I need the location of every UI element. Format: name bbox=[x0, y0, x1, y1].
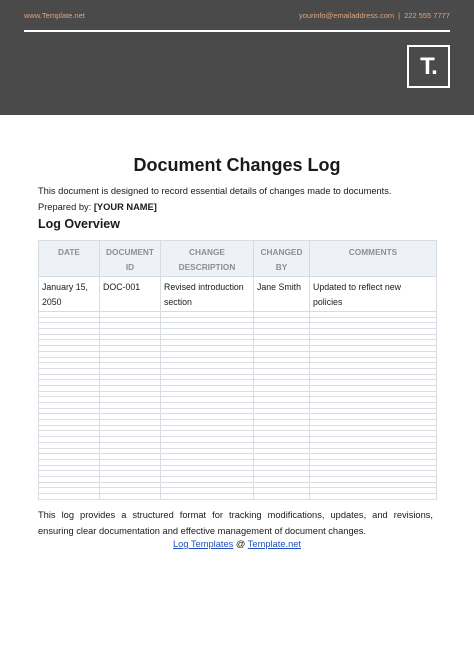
empty-cell[interactable] bbox=[100, 494, 161, 500]
change-log-table bbox=[38, 240, 437, 500]
column-header-date: DATE bbox=[39, 241, 100, 277]
empty-cell[interactable] bbox=[254, 494, 310, 500]
footer-credit bbox=[0, 539, 474, 549]
cell-date: January 15, 2050 bbox=[39, 277, 100, 312]
page-header bbox=[0, 0, 474, 115]
prepared-by-label: Prepared by: bbox=[38, 202, 92, 212]
cell-document-id: DOC-001 bbox=[100, 277, 161, 312]
column-header-document-id: DOCUMENT ID bbox=[100, 241, 161, 277]
empty-cell[interactable] bbox=[39, 494, 100, 500]
document-title: Document Changes Log bbox=[133, 155, 341, 175]
cell-comments: Updated to reflect new policies bbox=[310, 277, 437, 312]
template-net-link[interactable]: Template.net bbox=[247, 539, 301, 549]
column-header-changed-by: CHANGED BY bbox=[254, 241, 310, 277]
cell-changed-by: Jane Smith bbox=[254, 277, 310, 312]
header-separator: | bbox=[398, 11, 401, 20]
column-header-comments: COMMENTS bbox=[310, 241, 437, 277]
column-header-change-description: CHANGE DESCRIPTION bbox=[161, 241, 254, 277]
header-email: yourinfo@emailaddress.com bbox=[299, 11, 395, 20]
logo-letter: T. bbox=[420, 52, 437, 80]
section-heading: Log Overview bbox=[38, 217, 120, 231]
prepared-by-value: [YOUR NAME] bbox=[93, 202, 157, 212]
table-header-row bbox=[39, 241, 437, 277]
closing-paragraph: This log provides a structured format for tracking modifications, updates, and revisions, ensuring clear documentation and effective management of document changes. bbox=[38, 510, 433, 536]
prepared-by bbox=[38, 202, 157, 212]
template-logo-icon bbox=[407, 45, 450, 88]
empty-cell[interactable] bbox=[310, 494, 437, 500]
empty-cell[interactable] bbox=[161, 494, 254, 500]
header-divider bbox=[24, 30, 450, 32]
table-row bbox=[39, 277, 437, 312]
intro-text: This document is designed to record essential details of changes made to documents. bbox=[38, 186, 392, 196]
header-phone: 222 555 7777 bbox=[404, 11, 450, 20]
empty-table-row bbox=[39, 494, 437, 500]
log-templates-link[interactable]: Log Templates bbox=[172, 539, 234, 549]
header-contact bbox=[299, 11, 450, 20]
cell-change-description: Revised introduction section bbox=[161, 277, 254, 312]
footer-at: @ bbox=[235, 539, 246, 549]
header-website: www.Template.net bbox=[24, 11, 85, 20]
